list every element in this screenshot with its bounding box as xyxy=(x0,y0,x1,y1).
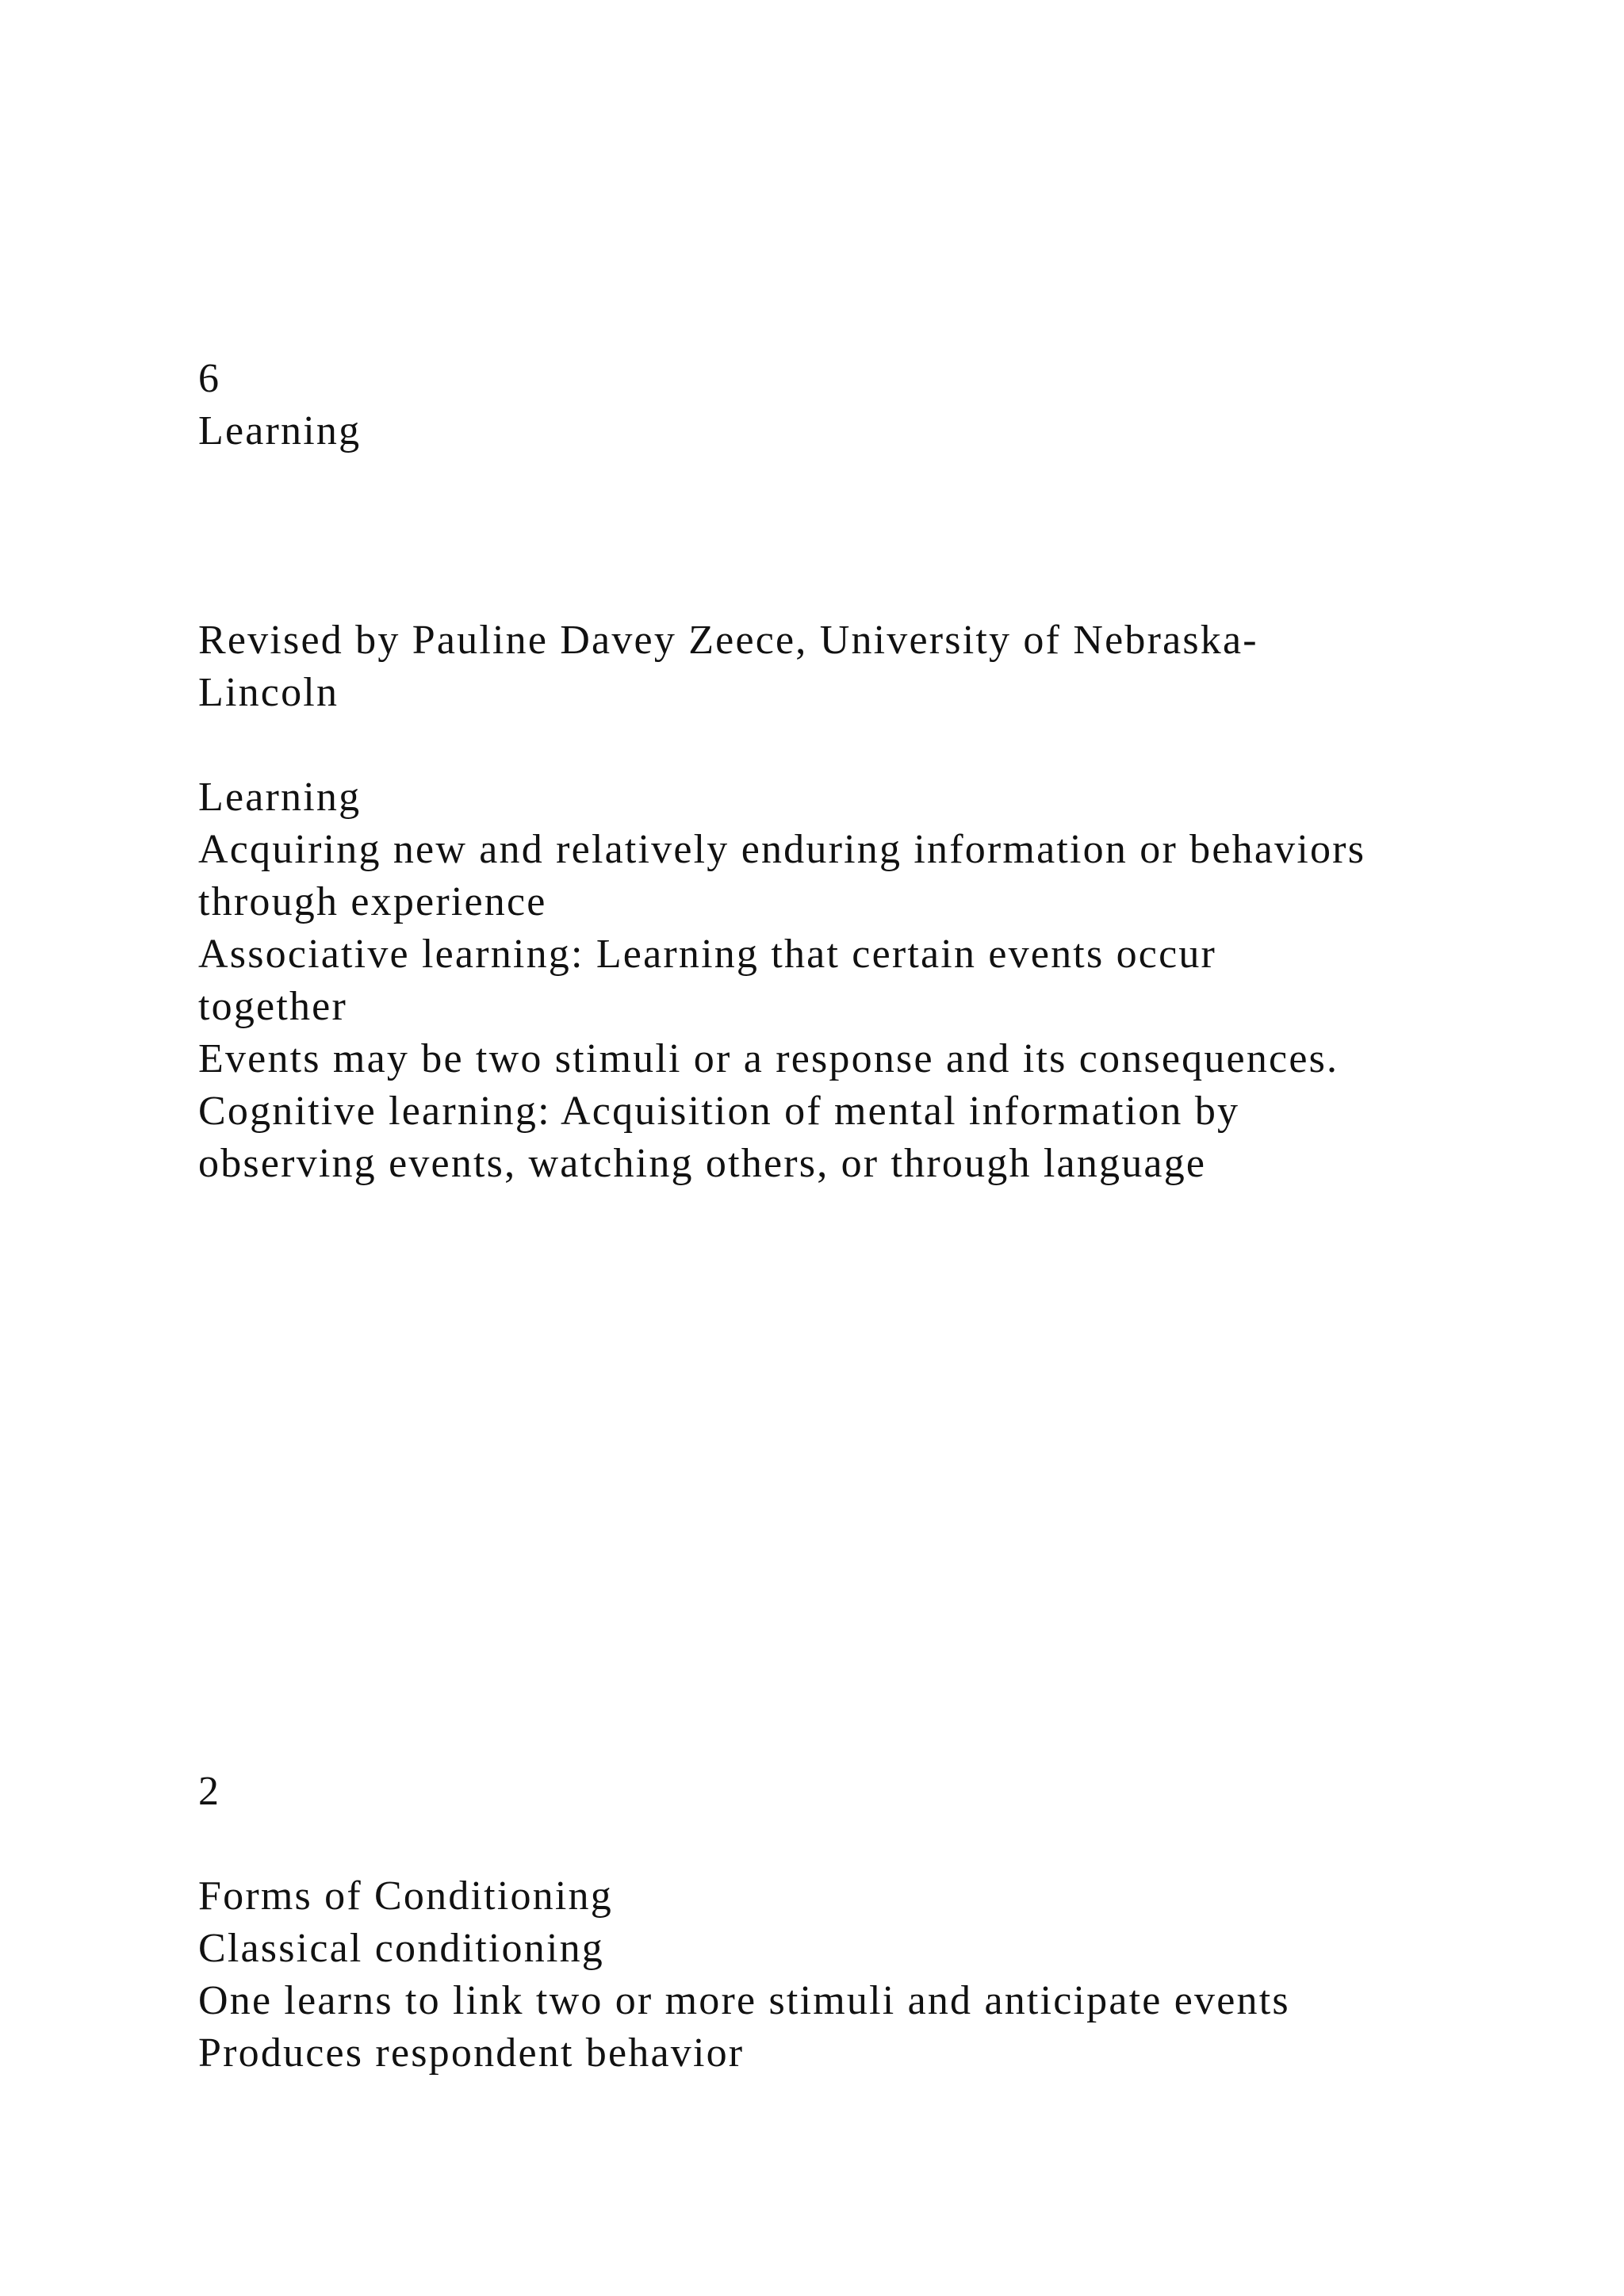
body-line: Acquiring new and relatively enduring information or behaviors xyxy=(198,827,1366,872)
section-heading-conditioning: Forms of Conditioning xyxy=(198,1873,613,1919)
body-line: Cognitive learning: Acquisition of mental information by xyxy=(198,1089,1240,1134)
page-number: 2 xyxy=(198,1769,221,1814)
body-line: through experience xyxy=(198,879,547,924)
credit-line-1: Revised by Pauline Davey Zeece, University of Nebraska- xyxy=(198,618,1258,663)
body-line: One learns to link two or more stimuli and anticipate events xyxy=(198,1978,1290,2023)
body-line: together xyxy=(198,984,347,1029)
slide-number: 6 xyxy=(198,356,221,401)
body-line: Associative learning: Learning that certain events occur xyxy=(198,932,1217,977)
section-heading-learning: Learning xyxy=(198,775,362,820)
credit-line-2: Lincoln xyxy=(198,670,339,715)
body-line: Classical conditioning xyxy=(198,1926,605,1971)
body-line: observing events, watching others, or through language xyxy=(198,1141,1207,1186)
slide-title: Learning xyxy=(198,408,362,453)
body-line: Produces respondent behavior xyxy=(198,2030,745,2076)
body-line: Events may be two stimuli or a response and its consequences. xyxy=(198,1036,1339,1081)
